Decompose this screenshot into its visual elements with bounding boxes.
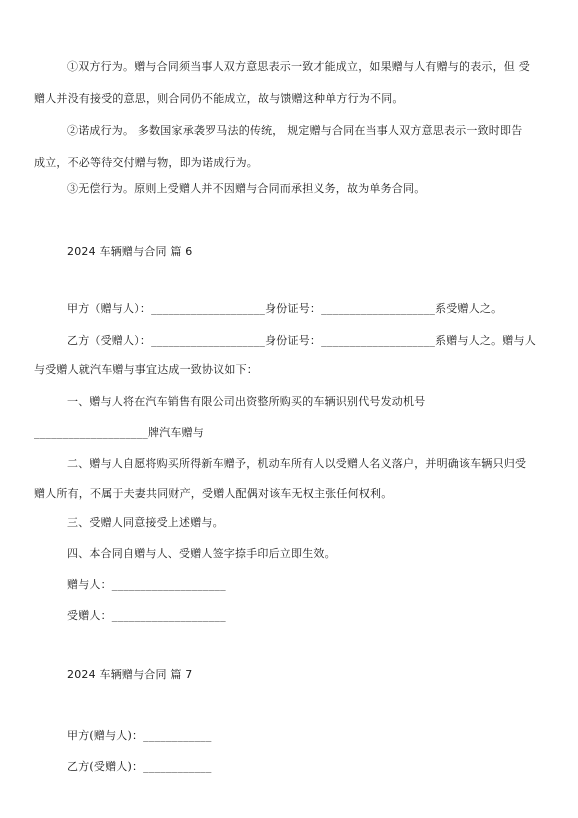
paragraph-gratuitous: ③无偿行为。原则上受赠人并不因赠与合同而承担义务，故为单务合同。 — [67, 182, 426, 195]
section-6-clause-2-line1: 二、赠与人自愿将购买所得新车赠予，机动车所有人以受赠人名义落户，并明确该车辆只归受 — [67, 457, 527, 470]
paragraph-bilateral-line2: 赠人并没有接受的意思，则合同仍不能成立，故与馈赠这种单方行为不同。 — [34, 92, 404, 105]
paragraph-consensual-line2: 成立，不必等待交付赠与物，即为诺成行为。 — [34, 156, 258, 169]
section-6-party-a: 甲方（赠与人）：____________________身份证号：____________________系受赠人之。 — [67, 302, 503, 315]
section-6-clause-1-line2: ____________________牌汽车赠与 — [34, 426, 204, 439]
section-6-donor-signature: 赠与人：____________________ — [67, 578, 226, 591]
section-7-party-a: 甲方(赠与人)：____________ — [67, 729, 212, 742]
section-7-party-b: 乙方(受赠人)：____________ — [67, 760, 212, 773]
section-6-clause-2-line2: 赠人所有，不属于夫妻共同财产，受赠人配偶对该车无权主张任何权利。 — [34, 487, 393, 500]
section-6-clause-3: 三、受赠人同意接受上述赠与。 — [67, 516, 224, 529]
section-6-party-b-line2: 与受赠人就汽车赠与事宜达成一致协议如下： — [34, 363, 258, 376]
paragraph-consensual-line1: ②诺成行为。 多数国家承袭罗马法的传统， 规定赠与合同在当事人双方意思表示一致时即告 — [67, 124, 523, 137]
section-6-clause-1-line1: 一、赠与人将在汽车销售有限公司出资整所购买的车辆识别代号发动机号 — [67, 395, 426, 408]
section-6-clause-4: 四、本合同自赠与人、受赠人签字捺手印后立即生效。 — [67, 547, 336, 560]
section-6-title: 2024 车辆赠与合同 篇 6 — [67, 245, 193, 258]
section-6-donee-signature: 受赠人：____________________ — [67, 609, 226, 622]
section-6-party-b-line1: 乙方（受赠人）：____________________身份证号：____________________系赠与人之。赠与人 — [67, 334, 536, 347]
paragraph-bilateral-line1: ①双方行为。赠与合同须当事人双方意思表示一致才能成立，如果赠与人有赠与的表示，但 受 — [67, 60, 530, 73]
section-7-title: 2024 车辆赠与合同 篇 7 — [67, 668, 193, 681]
